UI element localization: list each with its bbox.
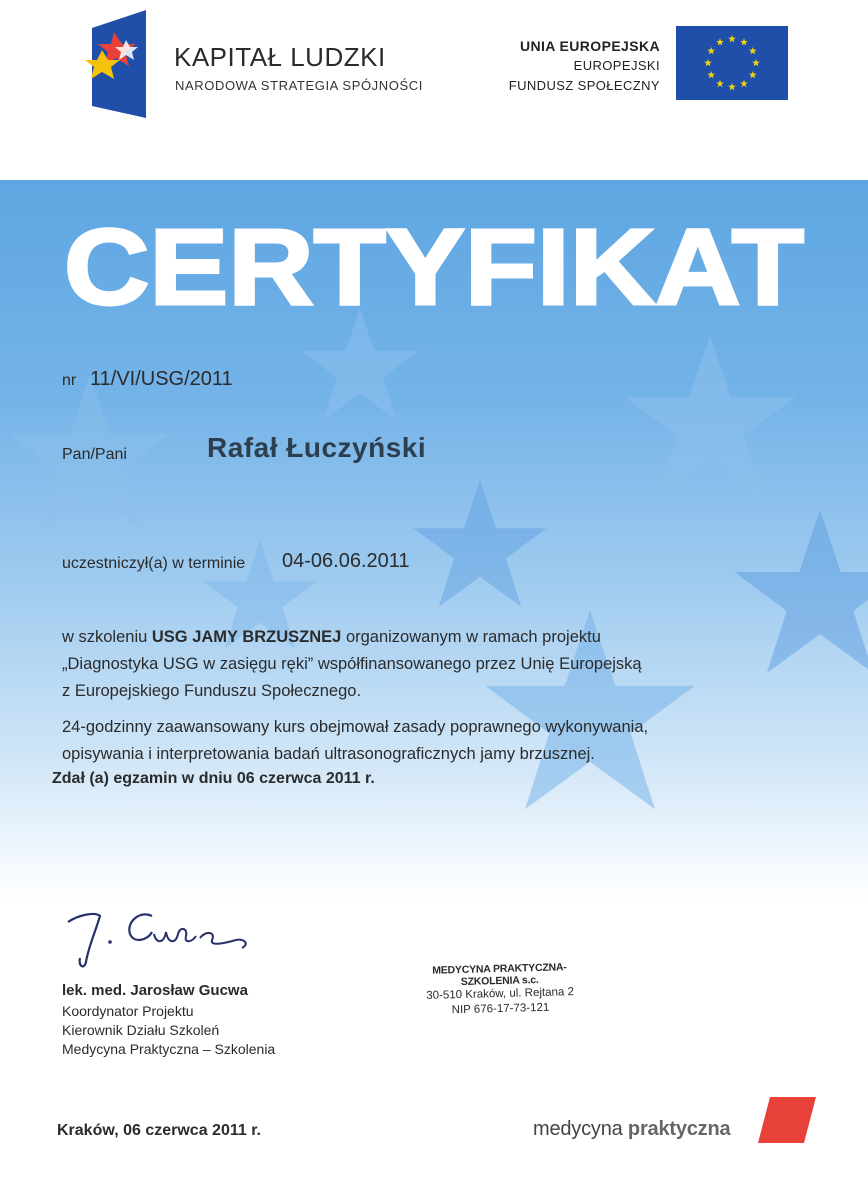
nr-value: 11/VI/USG/2011 xyxy=(90,368,233,390)
medycyna-praktyczna-logo-icon xyxy=(758,1097,816,1143)
eu-line-2: EUROPEJSKI xyxy=(573,58,660,73)
kapital-ludzki-logo-icon xyxy=(82,10,148,118)
stamp-line-1: MEDYCYNA PRAKTYCZNA-SZKOLENIA s.c. xyxy=(432,961,567,989)
eu-fund-text xyxy=(509,36,660,96)
signatory-role-2: Kierownik Działu Szkoleń xyxy=(62,1022,220,1038)
medycyna-praktyczna-logo-text: medycyna praktyczna xyxy=(533,1118,731,1140)
scope-line-2: opisywania i interpretowania badań ultrasonograficznych jamy brzusznej. xyxy=(62,745,595,763)
kapital-ludzki-subtitle: NARODOWA STRATEGIA SPÓJNOŚCI xyxy=(175,78,423,93)
handwritten-signature xyxy=(60,900,260,970)
signatory-role-1: Koordynator Projektu xyxy=(62,1003,194,1019)
eu-line-1: UNIA EUROPEJSKA xyxy=(519,38,660,54)
certificate-title xyxy=(0,212,868,322)
signatory-role-3: Medycyna Praktyczna – Szkolenia xyxy=(62,1041,276,1057)
course-line-2: „Diagnostyka USG w zasięgu ręki” współfinansowanego przez Unię Europejską xyxy=(62,655,642,673)
course-name: USG JAMY BRZUSZNEJ xyxy=(151,628,342,646)
place-and-date: Kraków, 06 czerwca 2011 r. xyxy=(57,1122,261,1139)
signatory-name: lek. med. Jarosław Gucwa xyxy=(62,982,248,999)
eu-line-3: FUNDUSZ SPOŁECZNY xyxy=(508,78,660,93)
stamp-line-3: NIP 676-17-73-121 xyxy=(451,1001,550,1017)
course-line-1: w szkoleniu USG JAMY BRZUSZNEJ organizowanym w ramach projektu xyxy=(62,628,601,646)
course-line-3: z Europejskiego Funduszu Społecznego. xyxy=(62,682,362,700)
company-stamp xyxy=(409,961,590,1020)
term-label: uczestniczył(a) w terminie xyxy=(62,555,246,572)
pan-pani-label: Pan/Pani xyxy=(62,446,127,463)
stamp-line-2: 30-510 Kraków, ul. Rejtana 2 xyxy=(426,986,575,1002)
kapital-ludzki-title: KAPITAŁ LUDZKI xyxy=(174,42,386,72)
certificate-title-text: CERTYFIKAT xyxy=(64,212,805,322)
eu-flag-icon xyxy=(676,26,788,100)
course-description xyxy=(62,624,762,705)
term-value: 04-06.06.2011 xyxy=(282,550,410,572)
participant-name: Rafał Łuczyński xyxy=(207,432,427,463)
exam-statement: Zdał (a) egzamin w dniu 06 czerwca 2011 r. xyxy=(52,770,375,787)
nr-label: nr xyxy=(62,372,77,389)
scope-line-1: 24-godzinny zaawansowany kurs obejmował zasady poprawnego wykonywania, xyxy=(62,718,649,736)
course-scope xyxy=(62,714,762,768)
